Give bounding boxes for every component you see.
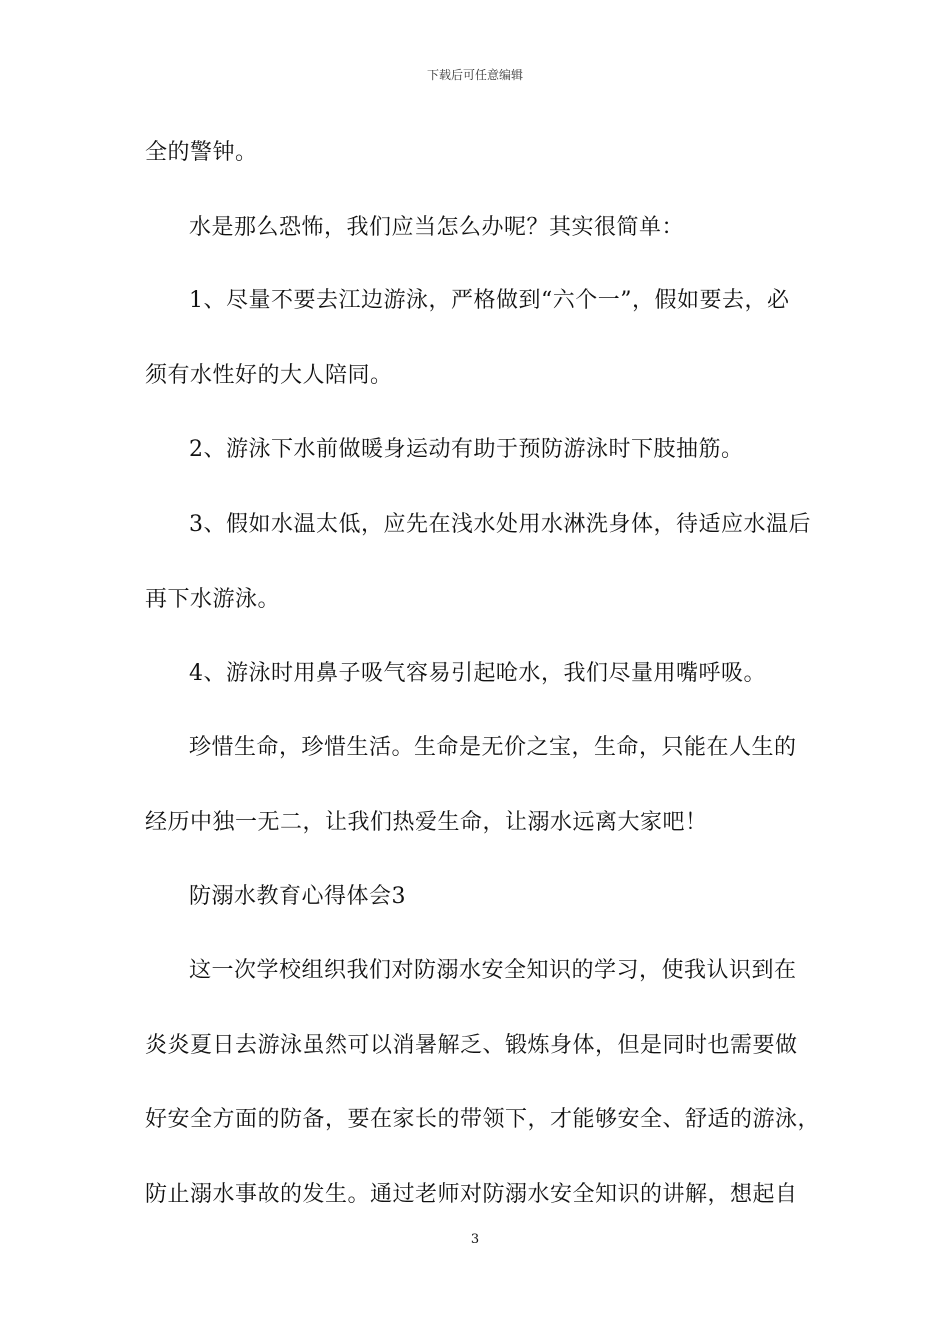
page-header: 下载后可任意编辑 xyxy=(426,68,523,82)
body-line: 全的警钟。 xyxy=(145,140,258,165)
body-line: 炎炎夏日去游泳虽然可以消暑解乏、锻炼身体，但是同时也需要做 xyxy=(145,1033,798,1058)
body-line: 经历中独一无二，让我们热爱生命，让溺水远离大家吧！ xyxy=(145,810,708,835)
body-line: 须有水性好的大人陪同。 xyxy=(145,363,393,388)
body-line: 珍惜生命，珍惜生活。生命是无价之宝，生命，只能在人生的 xyxy=(189,735,797,760)
body-line: 4、游泳时用鼻子吸气容易引起呛水，我们尽量用嘴呼吸。 xyxy=(189,661,766,686)
body-line: 1、尽量不要去江边游泳，严格做到“六个一”，假如要去，必 xyxy=(189,288,790,313)
body-line: 水是那么恐怖，我们应当怎么办呢？其实很简单： xyxy=(189,215,685,240)
body-line: 这一次学校组织我们对防溺水安全知识的学习，使我认识到在 xyxy=(189,958,797,983)
body-line: 3、假如水温太低，应先在浅水处用水淋洗身体，待适应水温后 xyxy=(189,512,811,537)
body-line: 防止溺水事故的发生。通过老师对防溺水安全知识的讲解，想起自 xyxy=(145,1182,798,1207)
section-heading: 防溺水教育心得体会3 xyxy=(189,884,406,909)
body-line: 好安全方面的防备，要在家长的带领下，才能够安全、舒适的游泳， xyxy=(145,1107,821,1132)
body-line: 2、游泳下水前做暖身运动有助于预防游泳时下肢抽筋。 xyxy=(189,437,744,462)
body-line: 再下水游泳。 xyxy=(145,587,281,612)
page-number: 3 xyxy=(470,1232,480,1247)
